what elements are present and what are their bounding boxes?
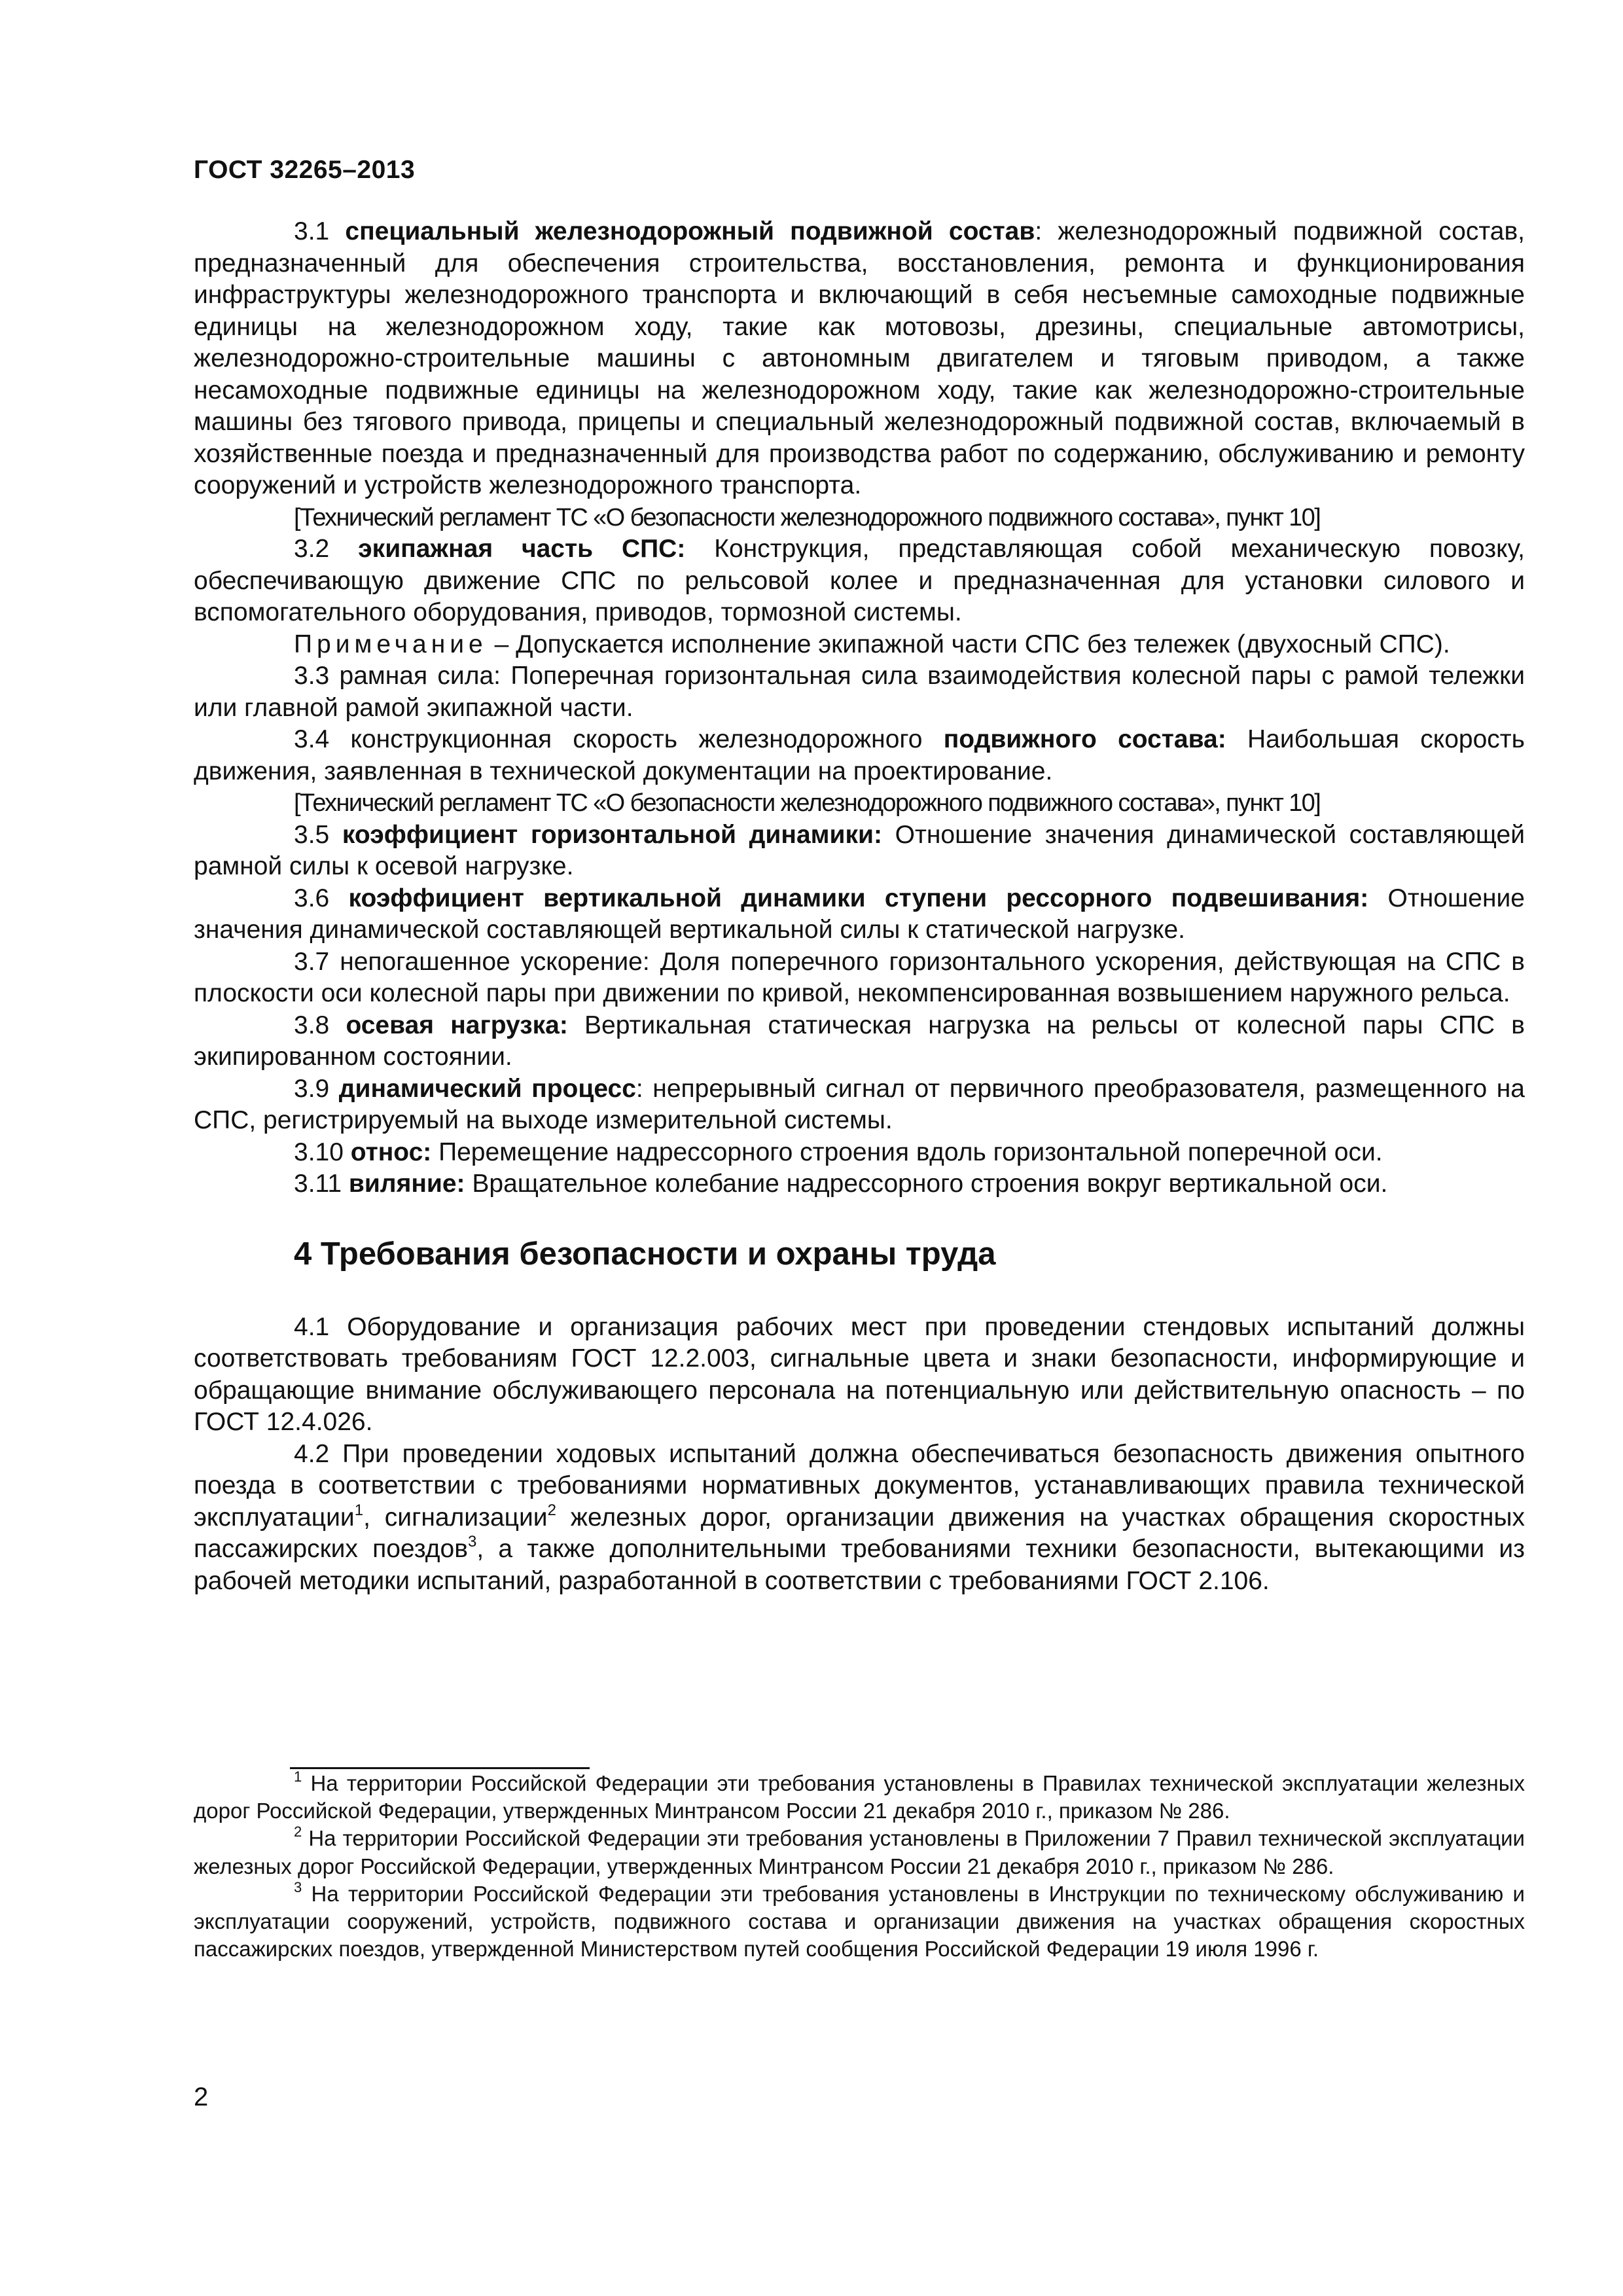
definition-3-8: 3.8 осевая нагрузка: Вертикальная статическая нагрузка на рельсы от колесной пары СПС в экипированном состоянии. (194, 1011, 1525, 1071)
document-body (194, 216, 1525, 1597)
term: специальный железнодорожный подвижной состав (345, 217, 1035, 245)
footnote-ref-1: 1 (354, 1501, 364, 1519)
definition-3-11: 3.11 виляние: Вращательное колебание надрессорного строения вокруг вертикальной оси. (294, 1170, 1388, 1198)
footnote-ref-2: 2 (547, 1501, 556, 1519)
page-number: 2 (194, 2083, 209, 2111)
definition-3-2: 3.2 экипажная часть СПС: Конструкция, представляющая собой механическую повозку, обеспечивающую движение СПС по рельсовой колее и предназначенная для установки силового и вспомогательного оборудования, приводов, тормозной системы. (194, 535, 1525, 626)
reference-note: [Технический регламент ТС «О безопасности железнодорожного подвижного состава», пункт 10] (294, 789, 1321, 817)
term: коэффициент вертикальной динамики ступени рессорного подвешивания: (348, 884, 1369, 912)
definition-3-4: 3.4 конструкционная скорость железнодорожного подвижного состава: Наибольшая скорость движения, заявленная в технической документации на проектирование. (194, 725, 1525, 785)
definition-3-1: 3.1 специальный железнодорожный подвижной состав: железнодорожный подвижной состав, предназначенный для обеспечения строительства, восстановления, ремонта и функционирования инфраструктуры железнодорожного транспорта и включающий в себя несъемные самоходные подвижные единицы на железнодорожном ходу, такие как мотовозы, дрезины, специальные автомотрисы, железнодорожно-строительные машины с автономным двигателем и тяговым приводом, а также несамоходные подвижные единицы на железнодорожном ходу, такие как железнодорожно-строительные машины без тягового привода, прицепы и специальный железнодорожный подвижной состав, включаемый в хозяйственные поезда и предназначенный для производства работ по содержанию, обслуживанию и ремонту сооружений и устройств железнодорожного транспорта. (194, 217, 1525, 499)
section-title: 4 Требования безопасности и охраны труда (294, 1236, 996, 1272)
definition-3-7: 3.7 непогашенное ускорение: Доля поперечного горизонтального ускорения, действующая на СПС в плоскости оси колесной пары при движении по кривой, некомпенсированная возвышением наружного рельса. (194, 947, 1525, 1007)
note-paragraph: Примечание – Допускается исполнение экипажной части СПС без тележек (двухосный СПС). (294, 630, 1450, 658)
term: коэффициент горизонтальной динамики: (342, 820, 882, 849)
term: виляние: (348, 1170, 465, 1198)
reference-note: [Технический регламент ТС «О безопасности железнодорожного подвижного состава», пункт 10] (294, 503, 1321, 531)
footnotes (194, 1770, 1525, 1963)
definition-3-5: 3.5 коэффициент горизонтальной динамики: Отношение значения динамической составляющей рамной силы к осевой нагрузке. (194, 820, 1525, 880)
footnote-3: $^3$ На территории Российской Федерации эти требования установлены в Инструкции по техническому обслуживанию и эксплуатации сооружений, устройств, подвижного состава и организации движения на участках обращения скоростных пассажирских поездов, утвержденной Министерством путей сообщения Российской Федерации 19 июля 1996 г. (194, 1878, 1525, 1962)
term: экипажная часть СПС: (358, 535, 686, 563)
term: подвижного состава: (943, 725, 1226, 753)
definition-3-9: 3.9 динамический процесс: непрерывный сигнал от первичного преобразователя, размещенного на СПС, регистрируемый на выходе измерительной системы. (194, 1074, 1525, 1134)
footnote-2: $^2$ На территории Российской Федерации эти требования установлены в Приложении 7 Правил технической эксплуатации железных дорог Российской Федерации, утвержденных Минтрансом России 21 декабря 2010 г., приказом № 286. (194, 1823, 1525, 1878)
term: динамический процесс (338, 1074, 636, 1103)
definition-3-6: 3.6 коэффициент вертикальной динамики ступени рессорного подвешивания: Отношение значения динамической составляющей вертикальной силы к статической нагрузке. (194, 884, 1525, 944)
note-label: Примечание (294, 630, 488, 658)
definition-3-10: 3.10 относ: Перемещение надрессорного строения вдоль горизонтальной поперечной оси. (294, 1138, 1383, 1166)
term: относ: (350, 1138, 432, 1166)
definition-3-3: 3.3 рамная сила: Поперечная горизонтальная сила взаимодействия колесной пары с рамой тележки или главной рамой экипажной части. (194, 662, 1525, 722)
paragraph-4-2: 4.2 При проведении ходовых испытаний должна обеспечиваться безопасность движения опытного поезда в соответствии с требованиями нормативных документов, устанавливающих правила технической эксплуатации$^1$, сигнализации$^2$ железных дорог, организации движения на участках обращения скоростных пассажирских поездов$^3$, а также дополнительными требованиями техники безопасности, вытекающими из рабочей методики испытаний, разработанной в соответствии с требованиями ГОСТ 2.106. (194, 1439, 1525, 1595)
footnote-divider (290, 1767, 590, 1769)
footnote-ref-3: 3 (467, 1533, 477, 1551)
document-header: ГОСТ 32265–2013 (194, 156, 416, 184)
paragraph-4-1: 4.1 Оборудование и организация рабочих мест при проведении стендовых испытаний должны соответствовать требованиям ГОСТ 12.2.003, сигнальные цвета и знаки безопасности, информирующие и обращающие внимание обслуживающего персонала на потенциальную или действительную опасность – по ГОСТ 12.4.026. (194, 1312, 1525, 1436)
term: осевая нагрузка: (346, 1011, 568, 1039)
footnote-1: $^1$ На территории Российской Федерации эти требования установлены в Правилах технической эксплуатации железных дорог Российской Федерации, утвержденных Минтрансом России 21 декабря 2010 г., приказом № 286. (194, 1768, 1525, 1823)
